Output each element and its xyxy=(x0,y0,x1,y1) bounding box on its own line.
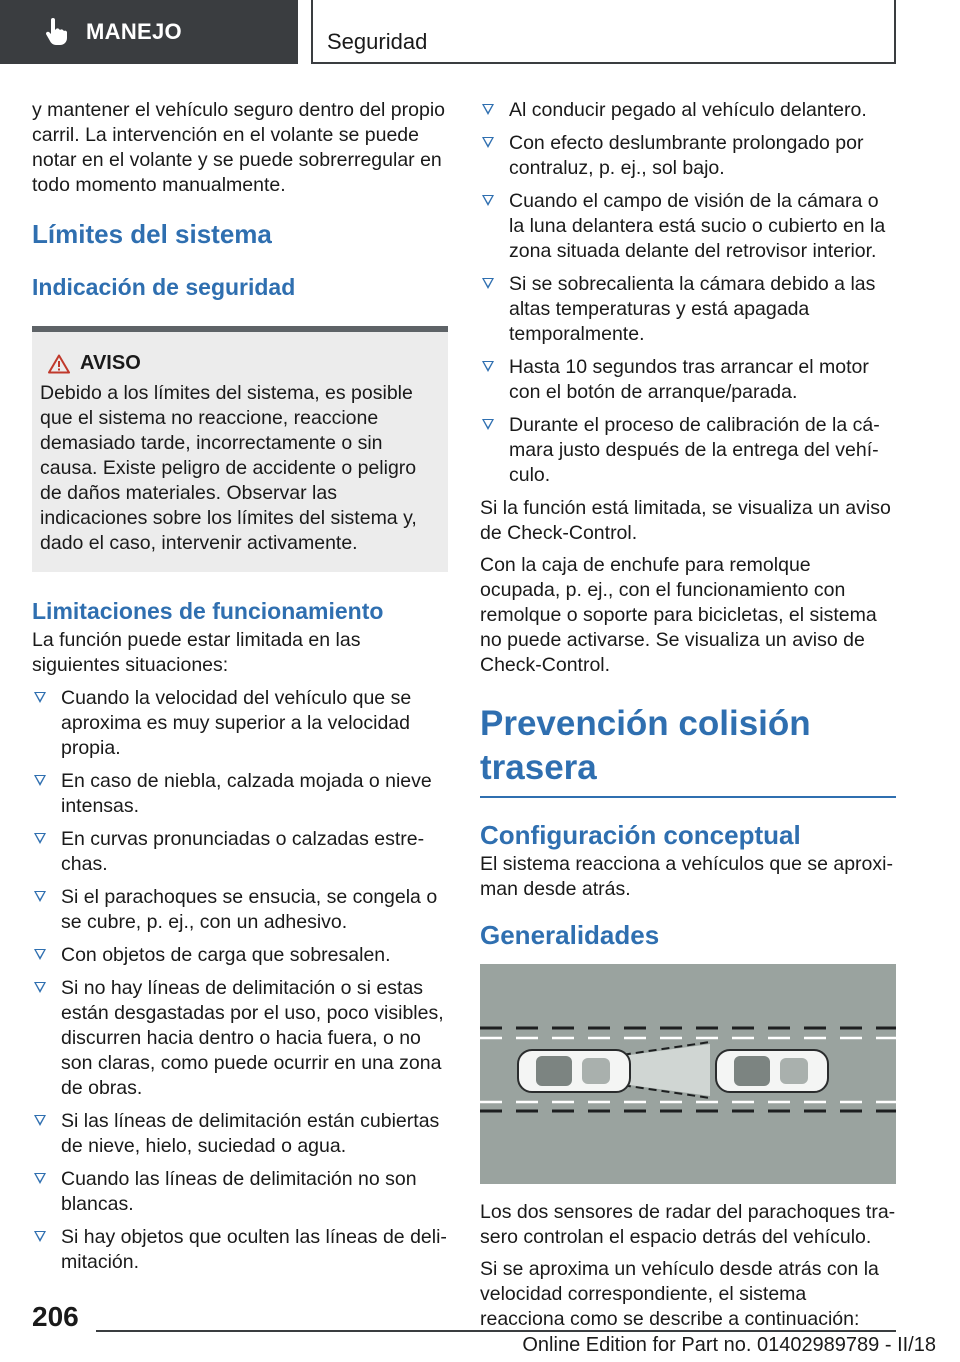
road-diagram xyxy=(480,964,896,1184)
list-item: Si no hay líneas de delimitación o si estas están desgastadas por el uso, poco visibles, discurren hacia dentro o hacia fuera, o no son claras, como puede ocurrir en una zona de obras. xyxy=(32,976,448,1101)
bullet-triangle-icon xyxy=(34,1231,46,1242)
bullet-triangle-icon xyxy=(34,982,46,993)
heading-system-limits: Límites del sistema xyxy=(32,219,272,249)
list-item: Cuando las líneas de delimitación no son blancas. xyxy=(32,1167,448,1217)
list-item: Si se sobrecalienta la cámara debido a las altas temperaturas y está apagada temporalmente. xyxy=(480,272,896,347)
footer-rule xyxy=(96,1330,896,1332)
bullet-triangle-icon xyxy=(482,361,494,372)
heading-safety-note: Indicación de seguridad xyxy=(32,274,296,300)
list-item: Cuando el campo de visión de la cámara o la luna delantera está sucio o cubierto en la zona situada delante del retrovisor interior. xyxy=(480,189,896,264)
heading-general: Generalidades xyxy=(480,920,660,950)
sensors-paragraph: Los dos sensores de radar del parachoques trasero controlan el espacio detrás del vehículo. xyxy=(480,1201,896,1248)
ego-car xyxy=(518,1050,630,1092)
warning-box xyxy=(32,326,448,572)
heading-limitations: Limitaciones de funcionamiento xyxy=(32,598,384,624)
bullet-triangle-icon xyxy=(482,278,494,289)
intro-paragraph: y mantener el vehículo seguro dentro del propio carril. La intervención en el volante se puede notar en el volante y se puede sobrerregular en todo momento manualmente. xyxy=(32,99,446,196)
bullet-triangle-icon xyxy=(482,195,494,206)
warning-title: AVISO xyxy=(80,352,141,374)
bullet-triangle-icon xyxy=(482,137,494,148)
warning-title-row xyxy=(80,352,440,375)
hand-pointer-icon xyxy=(40,17,70,47)
chapter-title: Seguridad xyxy=(327,29,428,54)
edition-footer: Online Edition for Part no. 01402989789 - II/18 xyxy=(522,1334,936,1356)
bullet-triangle-icon xyxy=(34,949,46,960)
bullet-triangle-icon xyxy=(34,1173,46,1184)
approaching-car xyxy=(716,1050,828,1092)
bullet-triangle-icon xyxy=(482,104,494,115)
approach-paragraph: Si se aproxima un vehículo desde atrás con la velocidad correspondiente, el sistema reacciona como se describe a continuación: xyxy=(480,1258,879,1330)
list-item: Al conducir pegado al vehículo delantero. xyxy=(480,98,896,123)
bullet-triangle-icon xyxy=(34,1115,46,1126)
bullet-triangle-icon xyxy=(34,833,46,844)
warning-triangle-icon xyxy=(48,354,70,374)
limitations-intro: La función puede estar limitada en las siguientes situaciones: xyxy=(32,629,361,676)
trailer-paragraph: Con la caja de enchufe para remolque ocupada, p. ej., con el funcionamiento con remolque o soporte para bicicletas, el sistema no puede activarse. Se visualiza un aviso de Check-Control. xyxy=(480,554,877,676)
bullet-triangle-icon xyxy=(34,692,46,703)
list-item: Cuando la velocidad del vehículo que se aproxima es muy superior a la velocidad propia. xyxy=(32,686,448,761)
list-item: En curvas pronunciadas o calzadas estrechas. xyxy=(32,827,448,877)
list-item: Si el parachoques se ensucia, se congela o se cubre, p. ej., con un adhesivo. xyxy=(32,885,448,935)
concept-paragraph: El sistema reacciona a vehículos que se aproximan desde atrás. xyxy=(480,853,893,900)
list-item: Con efecto deslumbrante prolongado por contraluz, p. ej., sol bajo. xyxy=(480,131,896,181)
list-item: Hasta 10 segundos tras arrancar el motor con el botón de arranque/parada. xyxy=(480,355,896,405)
section-tab xyxy=(0,0,298,64)
limited-function-paragraph: Si la función está limitada, se visualiza un aviso de Check-Control. xyxy=(480,497,891,544)
heading-rear-collision-prevention: Prevención colisión trasera xyxy=(480,704,811,787)
limitations-list xyxy=(32,686,448,1275)
right-column xyxy=(480,98,896,1339)
radar-illustration xyxy=(480,964,896,1184)
bullet-triangle-icon xyxy=(34,891,46,902)
list-item: Durante el proceso de calibración de la cámara justo después de la entrega del vehículo. xyxy=(480,413,896,488)
bullet-triangle-icon xyxy=(482,419,494,430)
section-tab-label: MANEJO xyxy=(86,19,182,44)
heading-concept: Configuración conceptual xyxy=(480,820,801,850)
list-item: Si las líneas de delimitación están cubiertas de nieve, hielo, suciedad o agua. xyxy=(32,1109,448,1159)
left-column xyxy=(32,98,448,1283)
limitations-list-continued xyxy=(480,98,896,488)
bullet-triangle-icon xyxy=(34,775,46,786)
heading-rule xyxy=(480,702,896,798)
list-item: En caso de niebla, calzada mojada o nieve intensas. xyxy=(32,769,448,819)
chapter-header xyxy=(311,0,896,64)
list-item: Con objetos de carga que sobresalen. xyxy=(32,943,448,968)
warning-text: Debido a los límites del sistema, es posible que el sistema no reaccione, reaccione demasiado tarde, incorrectamente o sin causa. Existe peligro de accidente o peligro de daños materiales. Observar las indicaciones sobre los límites del sistema y, dado el caso, intervenir activamente. xyxy=(40,382,417,554)
page-number: 206 xyxy=(32,1301,79,1332)
list-item: Si hay objetos que oculten las líneas de delimitación. xyxy=(32,1225,448,1275)
